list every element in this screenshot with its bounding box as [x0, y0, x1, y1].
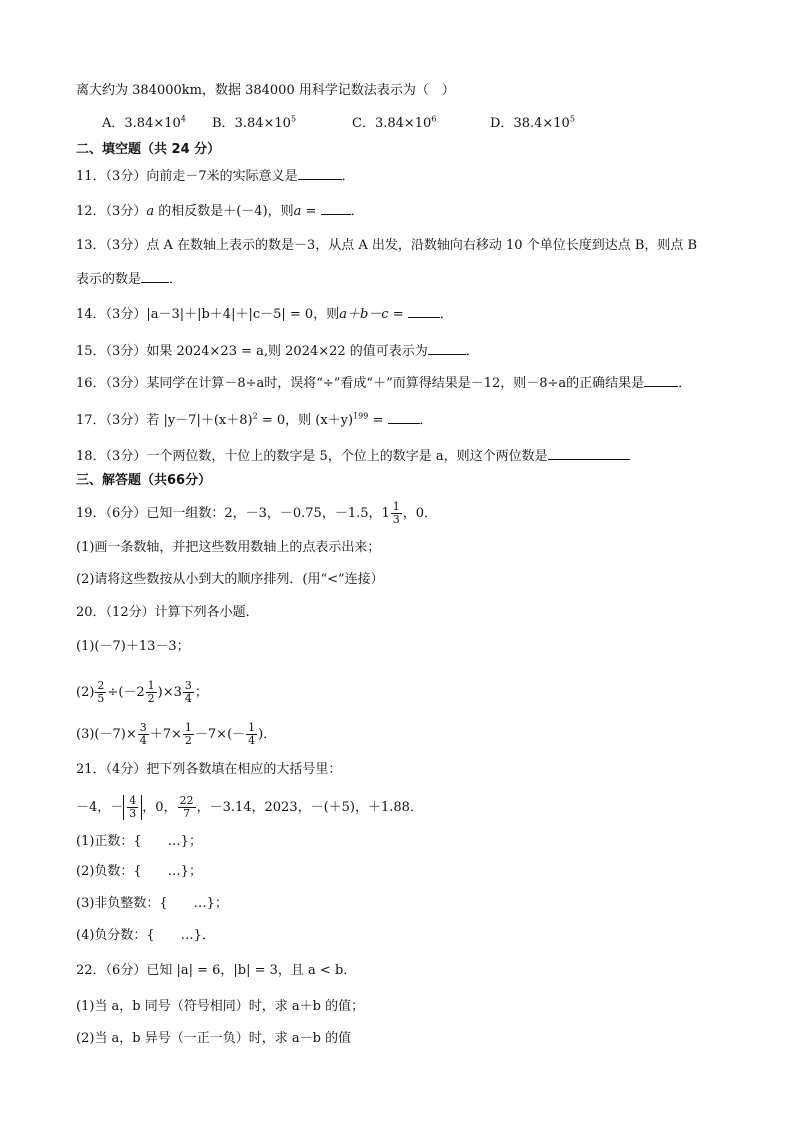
question-19-part-1: (1)画一条数轴，并把这些数用数轴上的点表示出来； — [76, 540, 381, 555]
answer-blank — [548, 447, 630, 460]
question-13-text: 点 A 在数轴上表示的数是－3，从点 A 出发，沿数轴向右移动 10 个单位长度到达点 B，则点 B — [146, 238, 698, 253]
question-17-text-2: = 0，则 (x＋y) — [257, 413, 354, 428]
question-21 — [76, 761, 341, 779]
option-d — [490, 115, 575, 133]
question-13 — [76, 237, 697, 255]
question-16-number: 16．（3分） — [76, 376, 147, 391]
answer-blank — [408, 305, 440, 318]
question-17-text: 若 |y－7|＋(x＋8) — [146, 413, 253, 428]
question-15-end: ． — [465, 344, 479, 359]
option-b-label: B． — [212, 116, 235, 131]
fraction-denominator: 2 — [147, 692, 155, 705]
question-15-text: 如果 2024×23 = a,则 2024×22 的值可表示为 — [146, 344, 428, 359]
option-c — [352, 115, 436, 133]
fraction — [127, 795, 138, 820]
question-16 — [76, 374, 691, 393]
expression-part: )×3 — [157, 685, 182, 700]
question-22-part-2: (2)当 a，b 异号（一正一负）时，求 a－b 的值 — [76, 1031, 352, 1046]
question-20-number: 20．（12分） — [76, 605, 155, 620]
answer-blank — [428, 342, 466, 355]
section-heading-solutions: 三、解答题（共66分） — [76, 473, 212, 488]
fraction-denominator: 7 — [183, 807, 191, 820]
answer-blank — [644, 374, 678, 387]
option-d-label: D． — [490, 116, 514, 131]
question-11-text: 向前走－7米的实际意义是 — [146, 169, 298, 184]
question-22 — [76, 962, 356, 980]
question-14-expression-2: a＋b－c = — [339, 307, 408, 322]
fraction-numerator: 1 — [392, 500, 400, 513]
question-12-var-a2: a — [293, 204, 302, 219]
answer-blank — [298, 167, 342, 180]
question-17-text-3: = — [368, 413, 388, 428]
question-13-number: 13．（3分） — [76, 238, 147, 253]
fraction-numerator: 3 — [184, 679, 192, 692]
question-20-part-2 — [76, 680, 208, 705]
question-21-part-4: (4)负分数：{ …}． — [76, 928, 215, 943]
number-list-part: ，0， — [142, 800, 177, 815]
fraction-denominator: 2 — [184, 734, 192, 747]
question-18-number: 18．（3分） — [76, 449, 147, 464]
question-20-part-1: (1)(－7)＋13－3； — [76, 639, 190, 654]
fraction — [178, 795, 196, 820]
question-16-text: 某同学在计算－8÷a时，误将“÷”看成“＋”而算得结果是－12，则－8÷a的正确结果是 — [146, 376, 645, 391]
question-17 — [76, 411, 433, 430]
answer-blank — [141, 270, 169, 283]
question-11-number: 11．（3分） — [76, 169, 147, 184]
option-b-exponent: 5 — [290, 114, 297, 124]
absolute-value — [123, 795, 142, 820]
question-17-end: ． — [419, 413, 433, 428]
question-15-number: 15．（3分） — [76, 344, 147, 359]
fraction — [391, 501, 402, 526]
question-21-part-2: (2)负数：{ …}； — [76, 864, 202, 879]
fraction-numerator: 4 — [129, 794, 137, 807]
question-17-power: 199 — [353, 411, 369, 421]
fraction-numerator: 1 — [248, 721, 256, 734]
question-21-number: 21．（4分） — [76, 762, 147, 777]
option-d-value: 38.4×10 — [513, 116, 570, 131]
option-a-label: A． — [102, 116, 125, 131]
option-b-value: 3.84×10 — [234, 116, 291, 131]
question-12-number: 12．（3分） — [76, 204, 147, 219]
fraction — [95, 680, 106, 705]
question-10-stem: 离大约为 384000km，数据 384000 用科学记数法表示为（ ） — [76, 83, 455, 98]
question-17-number: 17．（3分） — [76, 413, 147, 428]
answer-blank — [321, 202, 351, 215]
number-list-part: －4，－ — [76, 800, 124, 815]
question-19-number: 19．（6分） — [76, 506, 147, 521]
part-2-label: (2) — [76, 685, 95, 700]
question-12-text: 的相反数是＋(－4)，则 — [154, 204, 294, 219]
question-12-end: ． — [350, 204, 364, 219]
question-14-expression: |a－3|＋|b＋4|＋|c－5| = 0，则 — [146, 307, 340, 322]
number-list-part: ，－3.14，2023，－(＋5)，＋1.88． — [196, 800, 423, 815]
question-11-end: ． — [341, 169, 355, 184]
question-16-end: ． — [678, 376, 692, 391]
question-21-numbers — [76, 795, 423, 820]
fraction-denominator: 4 — [139, 734, 147, 747]
question-21-text: 把下列各数填在相应的大括号里： — [146, 762, 342, 777]
expression-part: ； — [194, 685, 208, 700]
option-a-value: 3.84×10 — [124, 116, 181, 131]
question-14-number: 14．（3分） — [76, 307, 147, 322]
question-14-end: ． — [439, 307, 453, 322]
question-20 — [76, 604, 259, 622]
question-19-text: 已知一组数：2，－3，－0.75，－1.5， — [146, 506, 382, 521]
fraction-denominator: 5 — [97, 692, 105, 705]
expression-part: ÷(－2 — [107, 685, 145, 700]
fraction-numerator: 2 — [97, 679, 105, 692]
question-14 — [76, 305, 453, 324]
question-17-square: 2 — [252, 411, 258, 421]
question-12-var-a: a — [146, 204, 155, 219]
option-a — [102, 115, 186, 133]
question-21-part-3: (3)非负整数：{ …}； — [76, 896, 228, 911]
fraction-numerator: 22 — [179, 794, 194, 807]
answer-blank — [388, 411, 420, 424]
question-22-number: 22．（6分） — [76, 963, 147, 978]
question-18 — [76, 447, 630, 466]
fraction-denominator: 4 — [184, 692, 192, 705]
question-20-text: 计算下列各小题． — [154, 605, 259, 620]
section-heading-fill-in: 二、填空题（共 24 分） — [76, 142, 221, 157]
question-12 — [76, 202, 364, 221]
option-c-value: 3.84×10 — [374, 116, 432, 131]
option-a-exponent: 4 — [180, 114, 186, 124]
fraction — [138, 722, 149, 747]
question-20-part-3 — [76, 722, 276, 747]
option-b — [212, 115, 296, 133]
expression-part: －7×(－ — [194, 727, 246, 742]
option-c-exponent: 6 — [431, 114, 437, 124]
question-18-text: 一个两位数，十位上的数字是 5，个位上的数字是 a，则这个两位数是 — [146, 449, 548, 464]
fraction-numerator: 1 — [184, 721, 192, 734]
question-12-equals: = — [301, 204, 321, 219]
question-11 — [76, 167, 355, 186]
fraction-numerator: 3 — [139, 721, 147, 734]
fraction-numerator: 1 — [147, 679, 155, 692]
fraction — [146, 680, 157, 705]
fraction-denominator: 3 — [392, 513, 400, 526]
question-13-end: ． — [169, 272, 183, 287]
question-21-part-1: (1)正数：{ …}； — [76, 834, 202, 849]
option-c-label: C． — [352, 116, 375, 131]
fraction — [246, 722, 257, 747]
question-15 — [76, 342, 479, 361]
question-22-part-1: (1)当 a，b 同号（符号相同）时，求 a＋b 的值； — [76, 999, 365, 1014]
question-13-continued — [76, 270, 182, 289]
expression-part: ＋7× — [149, 727, 182, 742]
fraction — [183, 722, 194, 747]
fraction-denominator: 4 — [248, 734, 256, 747]
expression-part: (3)(－7)× — [76, 727, 137, 742]
fraction — [183, 680, 194, 705]
question-19-end: ，0． — [402, 506, 438, 521]
mixed-number-whole: 1 — [381, 506, 390, 521]
fraction-denominator: 3 — [129, 807, 137, 820]
question-19 — [76, 501, 437, 526]
question-22-text: 已知 |a| = 6，|b| = 3，且 a < b． — [146, 963, 357, 978]
option-d-exponent: 5 — [569, 114, 575, 124]
question-13-text-2: 表示的数是 — [76, 272, 142, 287]
expression-part: )． — [258, 727, 277, 742]
question-19-part-2: (2)请将这些数按从小到大的顺序排列．(用“<”连接） — [76, 572, 384, 587]
